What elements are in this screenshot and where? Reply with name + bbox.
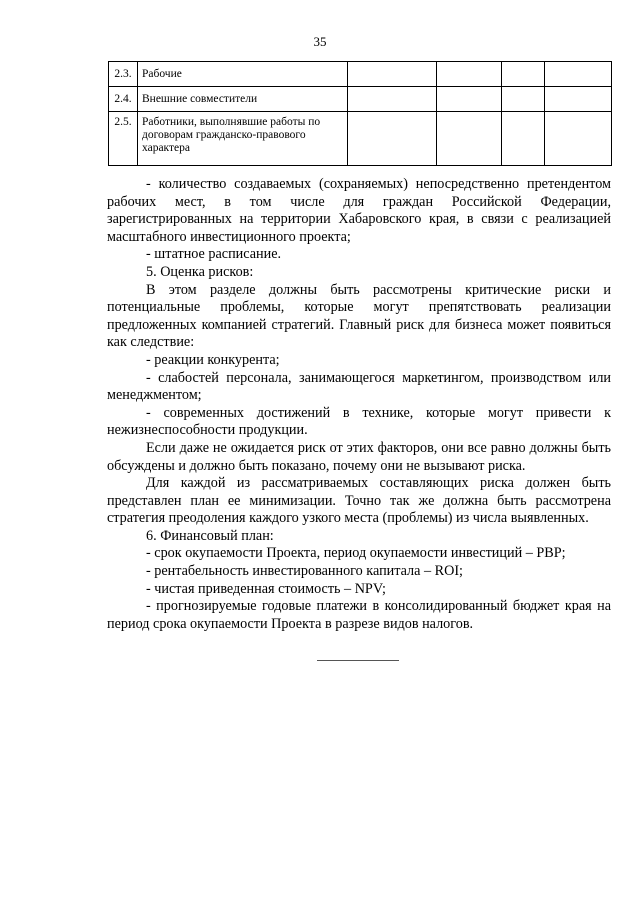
list-item: - рентабельность инвестированного капитала – ROI; — [146, 563, 463, 580]
paragraph-risks-intro: В этом разделе должны быть рассмотрены критические риски и потенциальные проблемы, которые могут препятствовать реализации предложенных компанией стратегий. Главный риск для бизнеса может появиться как следствие: — [107, 281, 611, 351]
row-label: Рабочие — [138, 62, 348, 87]
table-cell — [545, 112, 612, 166]
section-heading-risks: 5. Оценка рисков: — [146, 263, 254, 280]
table-row — [109, 62, 612, 87]
table-cell — [502, 62, 545, 87]
table-cell — [348, 87, 437, 112]
paragraph-staff-schedule: - штатное расписание. — [146, 246, 282, 263]
list-item: - чистая приведенная стоимость – NPV; — [146, 580, 386, 597]
staff-table — [108, 61, 612, 166]
row-label: Работники, выполнявшие работы по договорам гражданско-правового характера — [138, 112, 348, 166]
table-cell — [437, 112, 502, 166]
table-cell — [545, 87, 612, 112]
list-item: - прогнозируемые годовые платежи в консолидированный бюджет края на период срока окупаемости Проекта в разрезе видов налогов. — [107, 598, 611, 632]
paragraph-jobs: - количество создаваемых (сохраняемых) непосредственно претендентом рабочих мест, в том числе для граждан Российской Федерации, зарегистрированных на территории Хабаровского края, в связи с реализацией масштабного инвестиционного проекта; — [107, 176, 611, 245]
list-item: - срок окупаемости Проекта, период окупаемости инвестиций – PBP; — [146, 545, 566, 562]
end-separator — [317, 660, 399, 661]
table-cell — [502, 87, 545, 112]
section-heading-financial: 6. Финансовый план: — [146, 527, 274, 544]
list-item: - слабостей персонала, занимающегося маркетингом, производством или менеджментом; — [107, 369, 611, 404]
paragraph-risks-discussion: Если даже не ожидается риск от этих факторов, они все равно должны быть обсуждены и должно быть показано, почему они не вызывают риска. — [107, 439, 611, 474]
row-number: 2.4. — [109, 87, 138, 112]
row-number: 2.3. — [109, 62, 138, 87]
paragraph-risk-minimization: Для каждой из рассматриваемых составляющих риска должен быть представлен план ее минимизации. Точно так же должна быть рассмотрена стратегия преодоления каждого узкого места (проблемы) из числа выявленных. — [107, 475, 611, 527]
row-number: 2.5. — [109, 112, 138, 166]
row-label: Внешние совместители — [138, 87, 348, 112]
list-item: - современных достижений в технике, которые могут привести к нежизнеспособности продукции. — [107, 404, 611, 439]
table-cell — [348, 112, 437, 166]
page-number: 35 — [313, 34, 327, 49]
table-cell — [545, 62, 612, 87]
document-body — [107, 176, 611, 633]
table-cell — [502, 112, 545, 166]
table-cell — [437, 87, 502, 112]
table-cell — [437, 62, 502, 87]
list-item: - реакции конкурента; — [146, 351, 280, 368]
table-row — [109, 112, 612, 166]
table-row — [109, 87, 612, 112]
table-cell — [348, 62, 437, 87]
